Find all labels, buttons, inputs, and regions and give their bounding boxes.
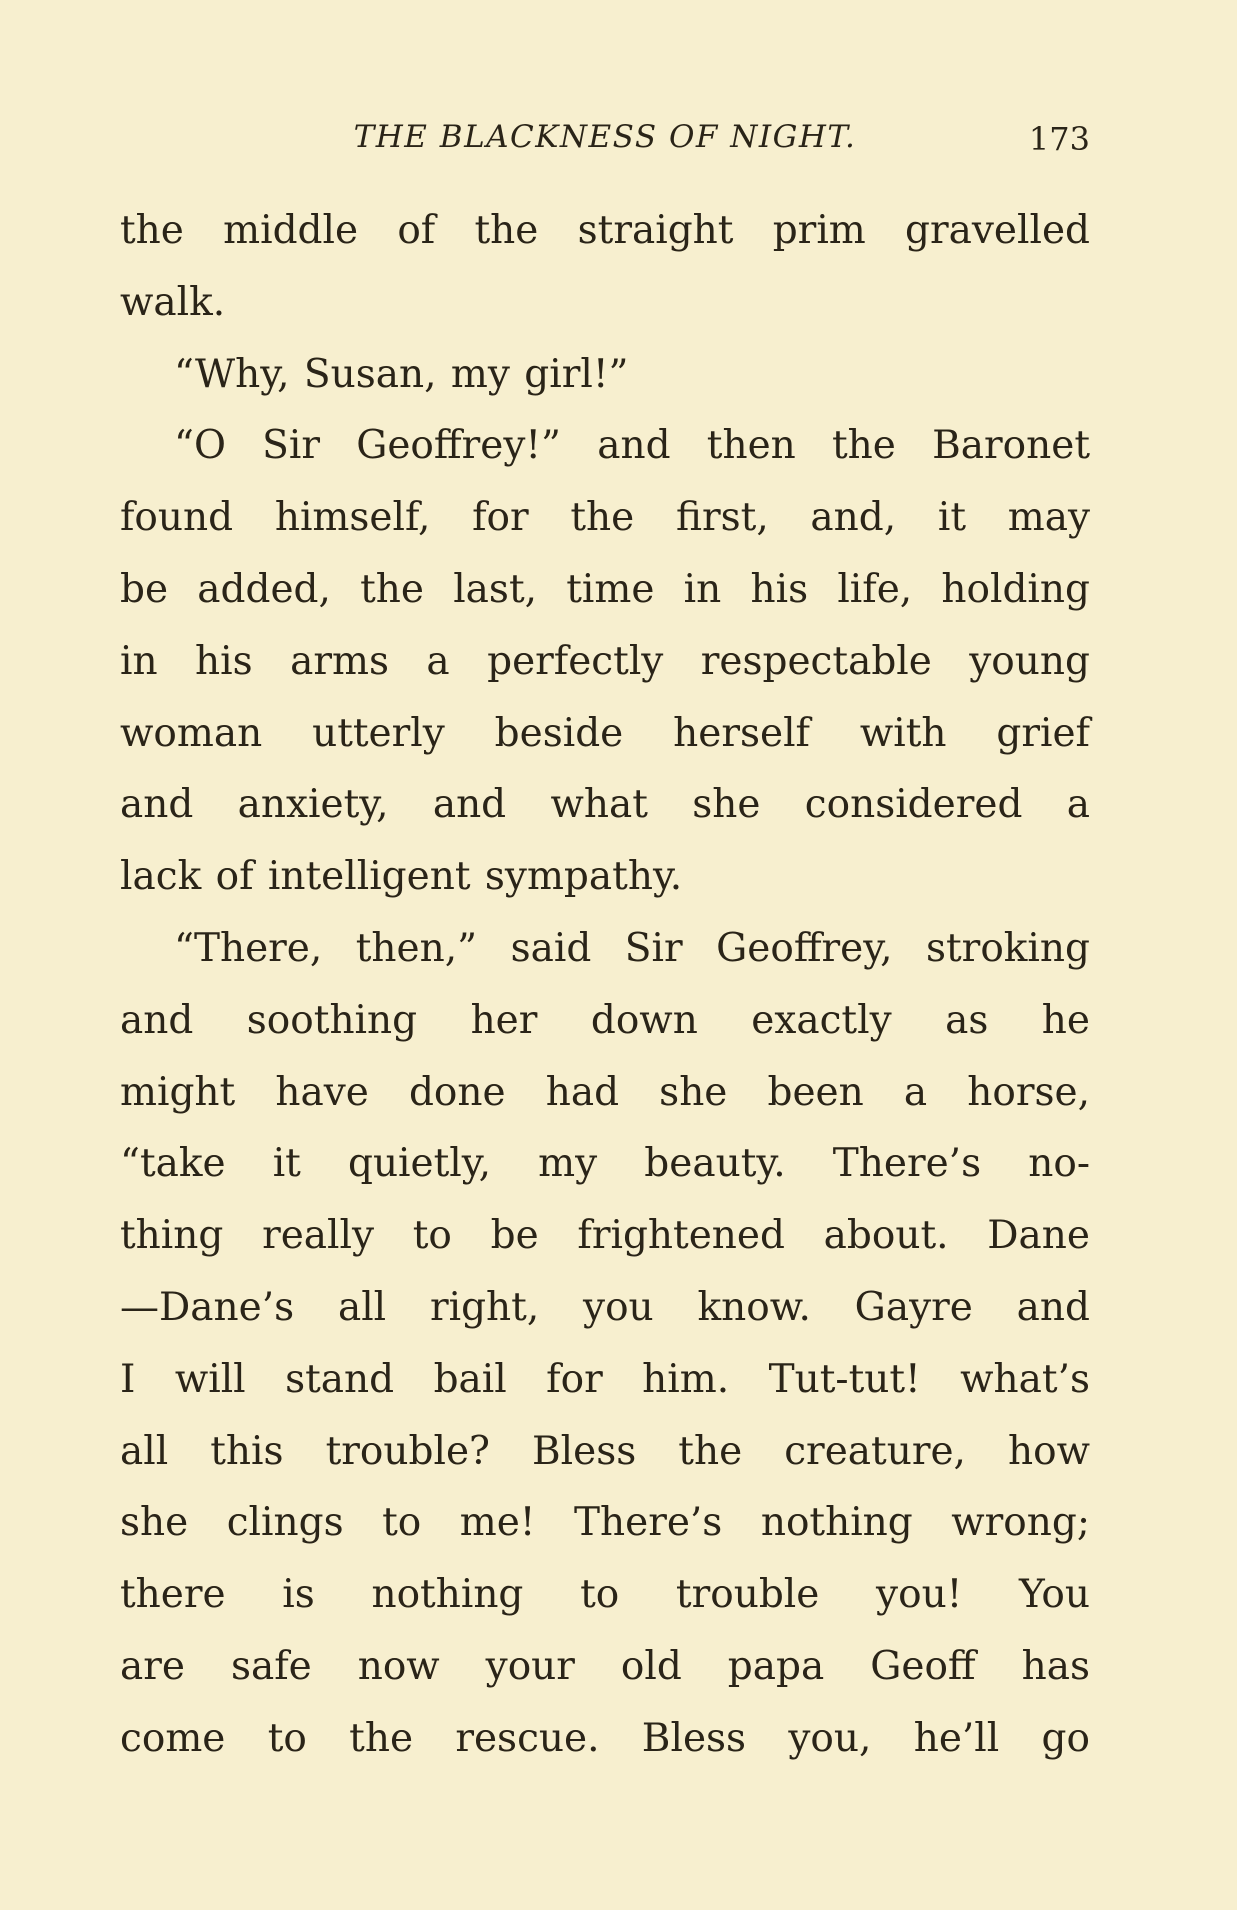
text-line: “Why, Susan, my girl!” <box>174 351 629 397</box>
page-number: 173 <box>1028 120 1090 158</box>
text-line: and soothing her down exactly as he <box>120 997 1090 1043</box>
text-line: be added, the last, time in his life, holding <box>120 566 1090 612</box>
text-line: in his arms a perfectly respectable young <box>120 638 1090 684</box>
text-line: might have done had she been a horse, <box>120 1069 1090 1115</box>
text-line: woman utterly beside herself with grief <box>120 710 1090 756</box>
text-line: “take it quietly, my beauty. There’s no- <box>120 1141 1090 1187</box>
text-line: come to the rescue. Bless you, he’ll go <box>120 1715 1090 1761</box>
text-line: I will stand bail for him. Tut-tut! what’s <box>120 1356 1090 1402</box>
text-line: lack of intelligent sympathy. <box>120 854 683 900</box>
running-title: THE BLACKNESS OF NIGHT. <box>353 119 857 155</box>
running-head <box>120 112 1090 162</box>
text-line: thing really to be frightened about. Dane <box>120 1213 1090 1259</box>
text-line: are safe now your old papa Geoff has <box>120 1643 1090 1689</box>
text-line: the middle of the straight prim gravelled <box>120 208 1090 253</box>
text-line: walk. <box>120 279 226 325</box>
text-line: and anxiety, and what she considered a <box>120 782 1090 828</box>
text-line: “O Sir Geoffrey!” and then the Baronet <box>174 423 1090 469</box>
text-line: “There, then,” said Sir Geoffrey, stroking <box>174 925 1090 971</box>
text-line: all this trouble? Bless the creature, how <box>120 1428 1090 1474</box>
text-line: there is nothing to trouble you! You <box>120 1572 1090 1618</box>
text-line: —Dane’s all right, you know. Gayre and <box>120 1284 1090 1330</box>
body-text <box>120 195 1090 1775</box>
text-line: she clings to me! There’s nothing wrong; <box>120 1500 1090 1546</box>
text-line: found himself, for the first, and, it may <box>120 495 1090 541</box>
